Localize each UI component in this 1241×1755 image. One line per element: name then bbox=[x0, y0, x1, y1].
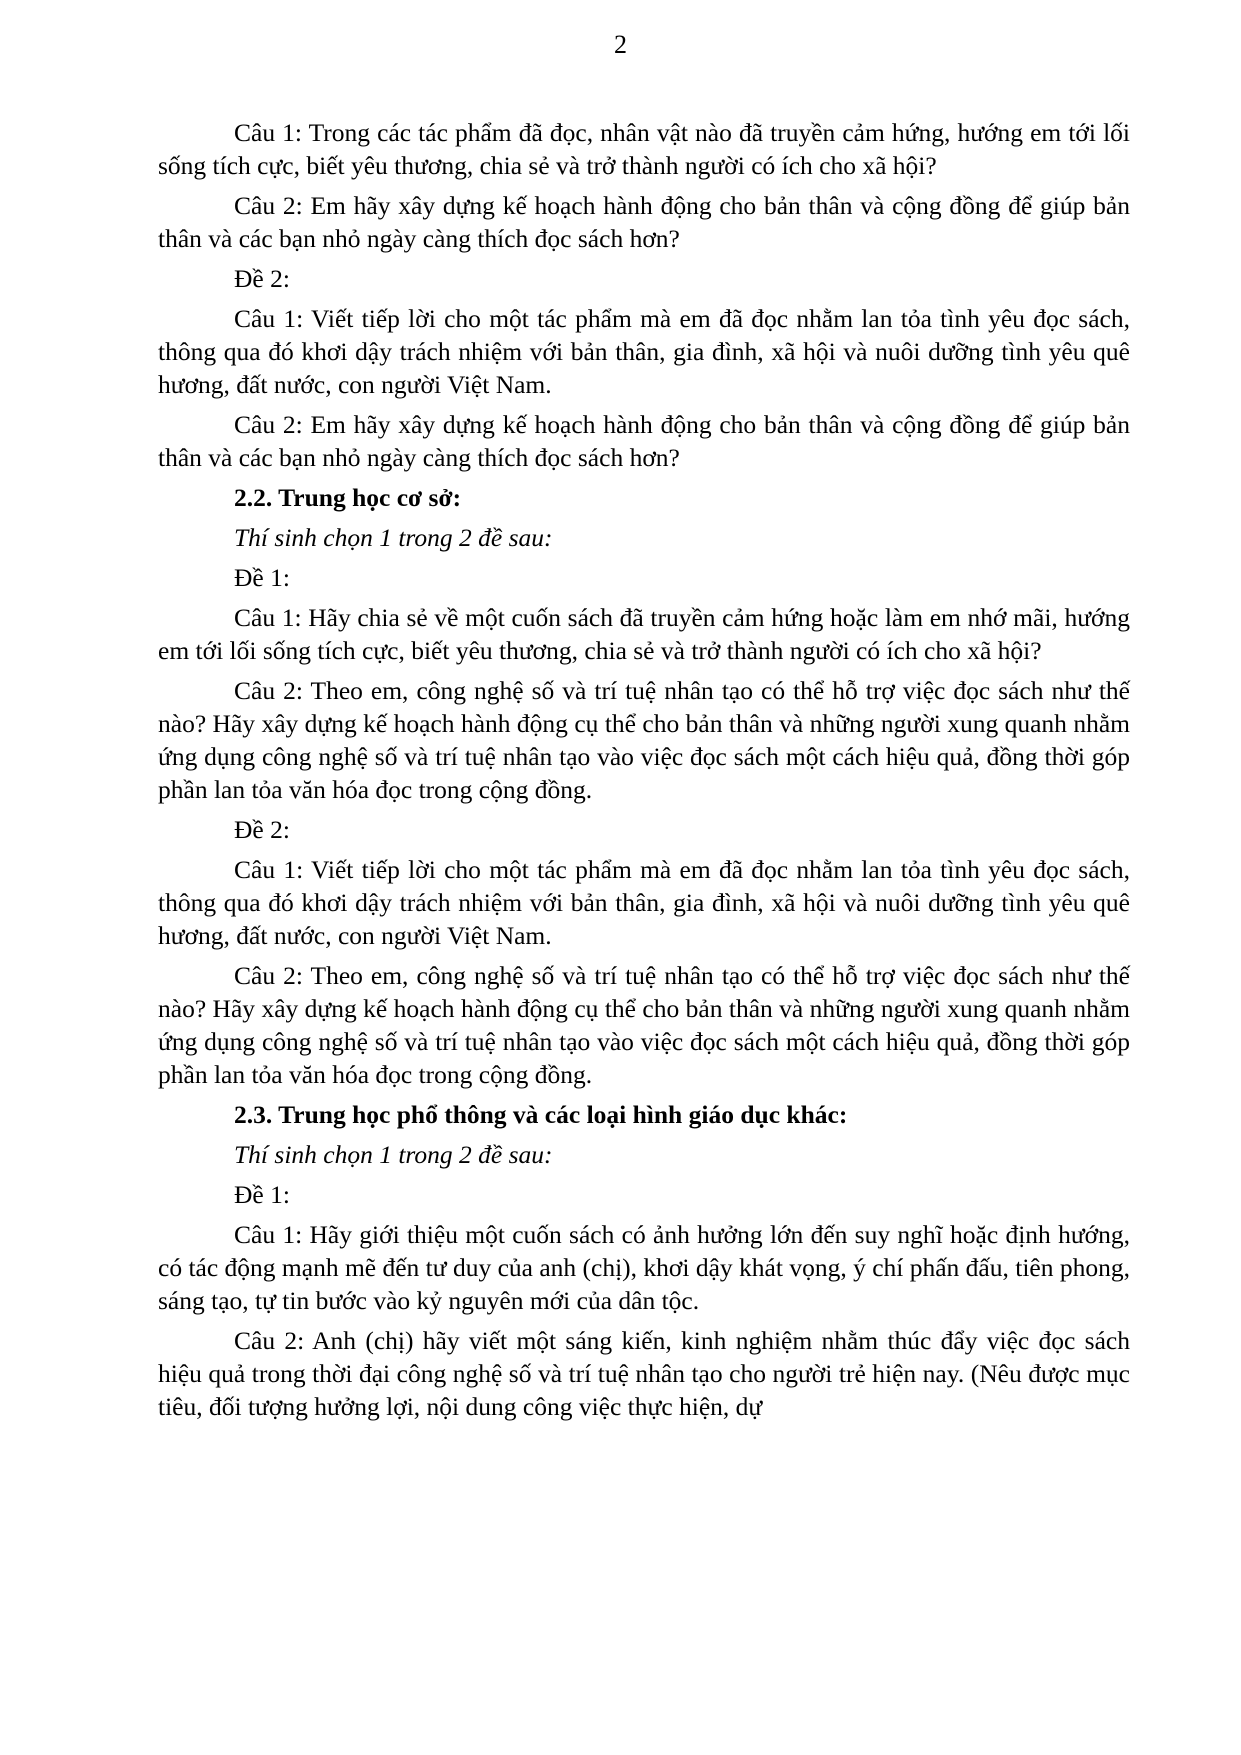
question-paragraph: Câu 1: Viết tiếp lời cho một tác phẩm mà em đã đọc nhằm lan tỏa tình yêu đọc sách, thông qua đó khơi dậy trách nhiệm với bản thân, gia đình, xã hội và nuôi dưỡng tình yêu quê hương, đất nước, con người Việt Nam. bbox=[158, 304, 1130, 399]
section-heading: 2.3. Trung học phổ thông và các loại hình giáo dục khác: bbox=[234, 1100, 848, 1129]
instruction-text: Thí sinh chọn 1 trong 2 đề sau: bbox=[234, 523, 553, 552]
exam-label: Đề 2: bbox=[234, 815, 290, 844]
instruction-text: Thí sinh chọn 1 trong 2 đề sau: bbox=[234, 1140, 553, 1169]
question-paragraph: Câu 1: Viết tiếp lời cho một tác phẩm mà em đã đọc nhằm lan tỏa tình yêu đọc sách, thông qua đó khơi dậy trách nhiệm với bản thân, gia đình, xã hội và nuôi dưỡng tình yêu quê hương, đất nước, con người Việt Nam. bbox=[158, 855, 1130, 950]
exam-label: Đề 1: bbox=[234, 563, 290, 592]
page-number: 2 bbox=[614, 30, 627, 59]
question-paragraph: Câu 2: Em hãy xây dựng kế hoạch hành động cho bản thân và cộng đồng để giúp bản thân và các bạn nhỏ ngày càng thích đọc sách hơn? bbox=[158, 410, 1130, 472]
exam-label: Đề 2: bbox=[234, 264, 290, 293]
question-paragraph: Câu 2: Theo em, công nghệ số và trí tuệ nhân tạo có thể hỗ trợ việc đọc sách như thế nào? Hãy xây dựng kế hoạch hành động cụ thể cho bản thân và những người xung quanh nhằm ứng dụng công nghệ số và trí tuệ nhân tạo vào việc đọc sách một cách hiệu quả, đồng thời góp phần lan tỏa văn hóa đọc trong cộng đồng. bbox=[158, 676, 1130, 804]
question-paragraph: Câu 1: Trong các tác phẩm đã đọc, nhân vật nào đã truyền cảm hứng, hướng em tới lối sống tích cực, biết yêu thương, chia sẻ và trở thành người có ích cho xã hội? bbox=[158, 118, 1130, 180]
question-paragraph: Câu 1: Hãy chia sẻ về một cuốn sách đã truyền cảm hứng hoặc làm em nhớ mãi, hướng em tới lối sống tích cực, biết yêu thương, chia sẻ và trở thành người có ích cho xã hội? bbox=[158, 603, 1130, 665]
question-paragraph: Câu 2: Theo em, công nghệ số và trí tuệ nhân tạo có thể hỗ trợ việc đọc sách như thế nào? Hãy xây dựng kế hoạch hành động cụ thể cho bản thân và những người xung quanh nhằm ứng dụng công nghệ số và trí tuệ nhân tạo vào việc đọc sách một cách hiệu quả, đồng thời góp phần lan tỏa văn hóa đọc trong cộng đồng. bbox=[158, 961, 1130, 1089]
exam-label: Đề 1: bbox=[234, 1180, 290, 1209]
document-body bbox=[158, 116, 1130, 1430]
question-paragraph: Câu 2: Anh (chị) hãy viết một sáng kiến, kinh nghiệm nhằm thúc đẩy việc đọc sách hiệu quả trong thời đại công nghệ số và trí tuệ nhân tạo cho người trẻ hiện nay. (Nêu được mục tiêu, đối tượng hưởng lợi, nội dung công việc thực hiện, dự bbox=[158, 1326, 1130, 1421]
question-paragraph: Câu 2: Em hãy xây dựng kế hoạch hành động cho bản thân và cộng đồng để giúp bản thân và các bạn nhỏ ngày càng thích đọc sách hơn? bbox=[158, 191, 1130, 253]
section-heading: 2.2. Trung học cơ sở: bbox=[234, 483, 462, 512]
question-paragraph: Câu 1: Hãy giới thiệu một cuốn sách có ảnh hưởng lớn đến suy nghĩ hoặc định hướng, có tác động mạnh mẽ đến tư duy của anh (chị), khơi dậy khát vọng, ý chí phấn đấu, tiên phong, sáng tạo, tự tin bước vào kỷ nguyên mới của dân tộc. bbox=[158, 1220, 1130, 1315]
